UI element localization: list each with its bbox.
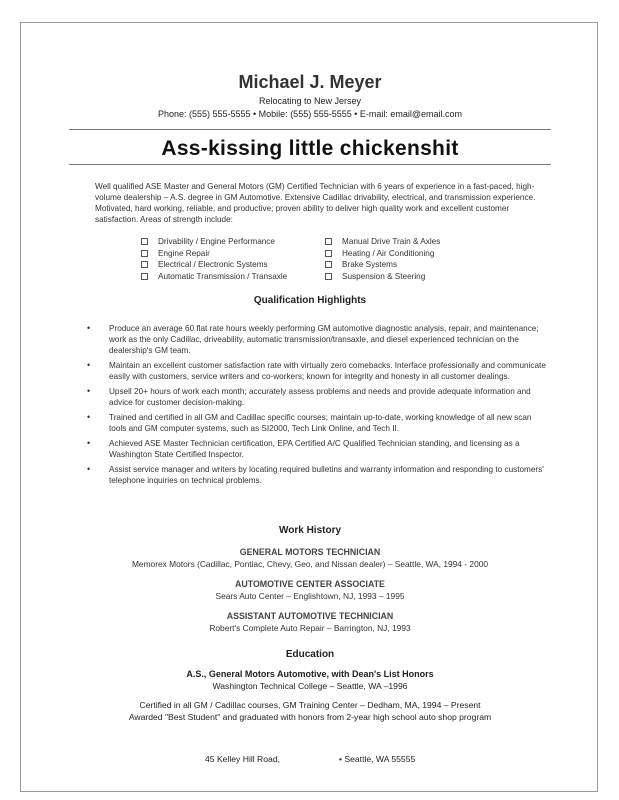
list-item: • Trained and certified in all GM and Cadillac specific courses; maintain up-to-date, working knowledge of all new scan tools and GM computer systems, such as SI2000, Tech Link Online, and Tech II. <box>87 412 532 433</box>
bullet-icon: • <box>87 323 91 333</box>
qualifications-list <box>87 323 547 490</box>
checkbox-icon <box>141 273 148 280</box>
job-title: ASSISTANT AUTOMOTIVE TECHNICIAN <box>226 611 394 621</box>
candidate-name: Michael J. Meyer <box>238 72 382 92</box>
relocation-line: Relocating to New Jersey <box>258 96 362 106</box>
strength-item: Automatic Transmission / Transaxle <box>141 271 321 283</box>
strengths-left-column <box>141 236 321 282</box>
top-divider <box>69 129 551 130</box>
education-heading: Education <box>285 649 335 660</box>
contact-line: Phone: (555) 555-5555 • Mobile: (555) 555-5555 • E-mail: email@email.com <box>157 109 463 119</box>
bullet-icon: • <box>87 360 91 370</box>
strength-item: Brake Systems <box>325 259 505 271</box>
bullet-icon: • <box>87 438 91 448</box>
resume-page <box>20 22 598 792</box>
headline-divider <box>69 164 551 165</box>
list-item: • Assist service manager and writers by locating required bulletins and warranty information and responding to customers' telephone inquiries on technical problems. <box>87 464 544 485</box>
checkbox-icon <box>325 250 332 257</box>
strengths-right-column <box>325 236 505 282</box>
headline: Ass-kissing little chickenshit <box>161 137 459 160</box>
job-detail: Memorex Motors (Cadillac, Pontiac, Chevy, Geo, and Nissan dealer) – Seattle, WA, 1994 - 2000 <box>131 559 489 569</box>
list-item: • Achieved ASE Master Technician certification, EPA Certified A/C Qualified Technician standing, and licensing as a Washington State Certified Inspector. <box>87 438 520 459</box>
strength-item: Drivability / Engine Performance <box>141 236 321 248</box>
strength-item: Suspension & Steering <box>325 271 505 283</box>
footer-address-street: 45 Kelley Hill Road, <box>205 754 280 764</box>
checkbox-icon <box>325 238 332 245</box>
checkbox-icon <box>141 261 148 268</box>
job-detail: Robert's Complete Auto Repair – Barrington, NJ, 1993 <box>209 623 411 633</box>
checkbox-icon <box>325 261 332 268</box>
qualifications-heading: Qualification Highlights <box>253 295 367 306</box>
strength-item: Electrical / Electronic Systems <box>141 259 321 271</box>
job-title: AUTOMOTIVE CENTER ASSOCIATE <box>235 579 385 589</box>
list-item: • Produce an average 60 flat rate hours weekly performing GM automotive diagnostic analysis, repair, and maintenance; work as the only Cadillac, driveability, automatic transmission/transaxle, and diesel experienced technician on the dealership's GM team. <box>87 323 539 355</box>
checkbox-icon <box>141 238 148 245</box>
strength-item: Engine Repair <box>141 248 321 260</box>
certification-line: Certified in all GM / Cadillac courses, GM Training Center – Dedham, MA, 1994 – Present <box>139 700 481 710</box>
list-item: • Maintain an excellent customer satisfaction rate with virtually zero comebacks. Interface professionally and communicate easily with customers, service writers and co-workers; known for integrity and honesty in all customer dealings. <box>87 360 546 381</box>
strength-item: Heating / Air Conditioning <box>325 248 505 260</box>
strength-item: Manual Drive Train & Axles <box>325 236 505 248</box>
award-line: Awarded "Best Student" and graduated with honors from 2-year high school auto shop program <box>128 712 492 722</box>
checkbox-icon <box>141 250 148 257</box>
list-item: • Upsell 20+ hours of work each month; accurately assess problems and needs and provide adequate information and advice for customer decision-making. <box>87 386 531 407</box>
school-line: Washington Technical College – Seattle, WA –1996 <box>212 681 408 691</box>
summary-paragraph: Well qualified ASE Master and General Motors (GM) Certified Technician with 6 years of experience in a fast-paced, high-volume dealership – A.S. degree in GM Automotive. Extensive Cadillac drivability, electrical, and transmission experience. Motivated, hard working, reliable, and productive; proven ability to deliver high quality work and excellent customer satisfaction. Areas of strength include: <box>95 182 536 224</box>
job-title: GENERAL MOTORS TECHNICIAN <box>239 547 381 557</box>
degree-line: A.S., General Motors Automotive, with Dean's List Honors <box>186 669 434 679</box>
bullet-icon: • <box>87 464 91 474</box>
footer-address-city: • Seattle, WA 55555 <box>339 754 416 764</box>
checkbox-icon <box>325 273 332 280</box>
bullet-icon: • <box>87 412 91 422</box>
work-history-heading: Work History <box>278 525 342 536</box>
job-detail: Sears Auto Center – Englishtown, NJ, 1993 – 1995 <box>215 591 405 601</box>
bullet-icon: • <box>87 386 91 396</box>
